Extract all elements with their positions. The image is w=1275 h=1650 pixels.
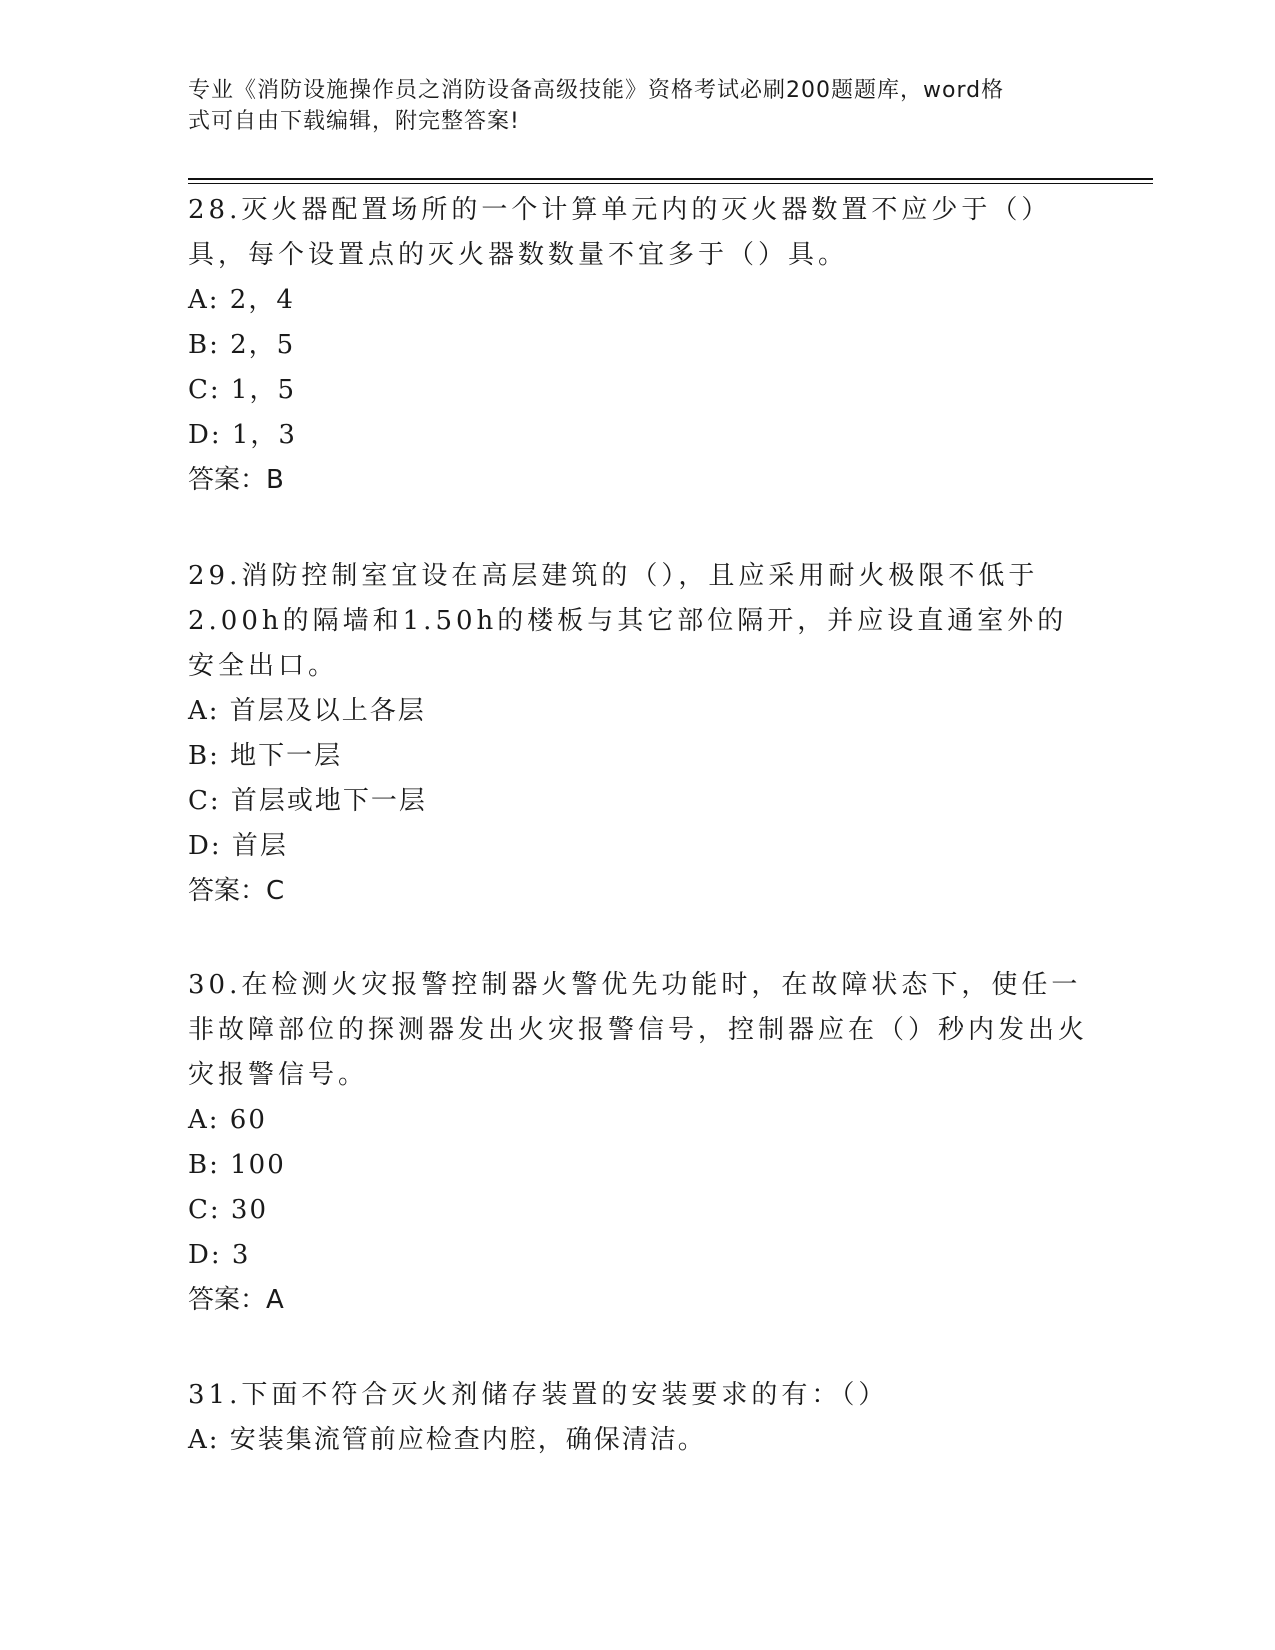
option-d: D: 3 xyxy=(188,1240,251,1270)
option-a: A: 60 xyxy=(188,1105,267,1135)
answer: 答案：A xyxy=(188,1285,284,1315)
question-29 xyxy=(188,554,1093,914)
question-stem: 29.消防控制室宜设在高层建筑的（），且应采用耐火极限不低于2.00h的隔墙和1.50h的楼板与其它部位隔开，并应设直通室外的安全出口。 xyxy=(188,561,1068,681)
answer: 答案：C xyxy=(188,876,285,906)
answer: 答案：B xyxy=(188,465,284,495)
question-stem: 31.下面不符合灭火剂储存装置的安装要求的有：（） xyxy=(188,1380,889,1410)
question-stem: 30.在检测火灾报警控制器火警优先功能时，在故障状态下，使任一非故障部位的探测器发出火灾报警信号，控制器应在（）秒内发出火灾报警信号。 xyxy=(188,970,1089,1090)
header-divider-thin xyxy=(188,183,1153,184)
option-b: B: 100 xyxy=(188,1150,286,1180)
option-a: A: 2，4 xyxy=(188,285,295,315)
option-b: B: 2，5 xyxy=(188,330,296,360)
option-a: A: 安装集流管前应检查内腔，确保清洁。 xyxy=(188,1425,706,1455)
option-d: D: 首层 xyxy=(188,831,288,861)
question-30 xyxy=(188,963,1093,1323)
option-c: C: 首层或地下一层 xyxy=(188,786,427,816)
header-line-1: 专业《消防设施操作员之消防设备高级技能》资格考试必刷200题题库，word格 xyxy=(188,78,1005,103)
option-c: C: 30 xyxy=(188,1195,269,1225)
document-header xyxy=(188,75,1088,137)
option-d: D: 1，3 xyxy=(188,420,297,450)
option-a: A: 首层及以上各层 xyxy=(188,696,426,726)
header-divider-thick xyxy=(188,178,1153,180)
question-31 xyxy=(188,1373,1093,1463)
option-b: B: 地下一层 xyxy=(188,741,343,771)
question-stem: 28.灭火器配置场所的一个计算单元内的灭火器数置不应少于（）具，每个设置点的灭火器数数量不宜多于（）具。 xyxy=(188,195,1052,270)
header-line-2: 式可自由下载编辑，附完整答案! xyxy=(188,109,520,134)
question-28 xyxy=(188,188,1093,503)
option-c: C: 1，5 xyxy=(188,375,297,405)
